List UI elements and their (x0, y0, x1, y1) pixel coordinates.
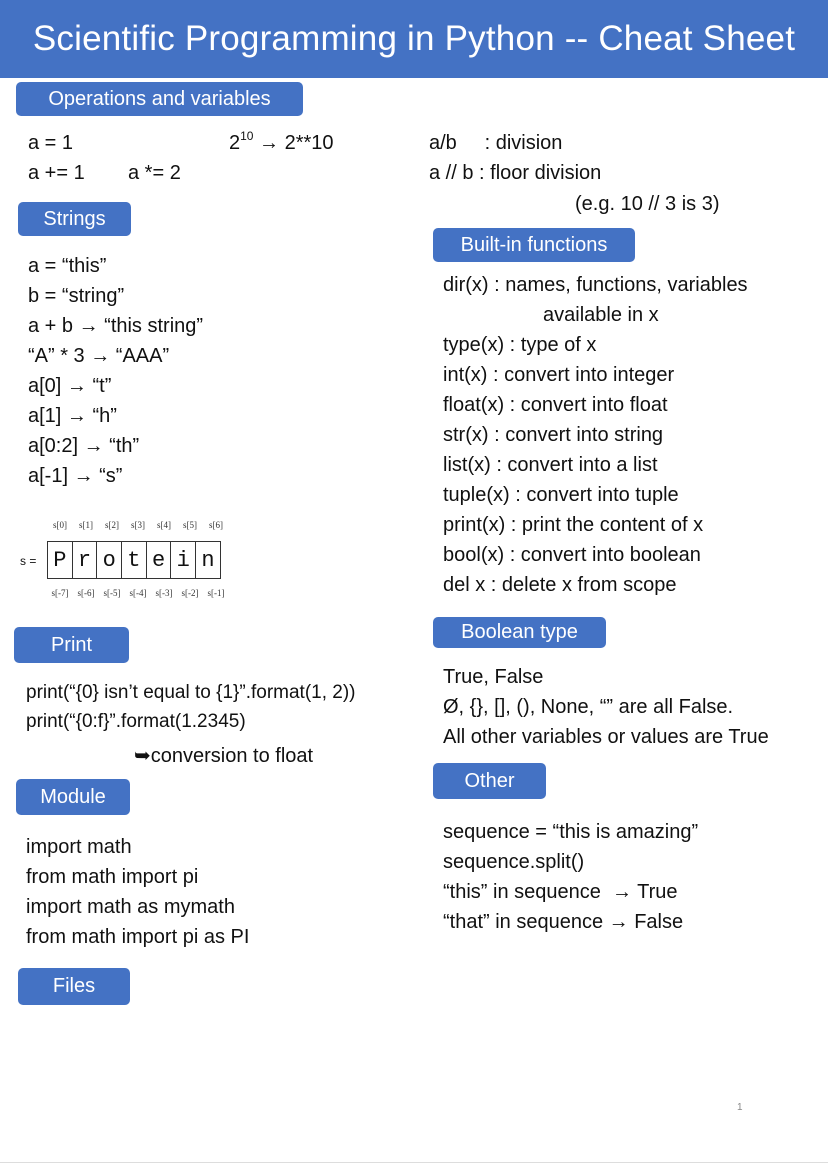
builtin-line: bool(x) : convert into boolean (443, 544, 701, 566)
letter-cell: i (170, 541, 196, 579)
letter-cell: n (195, 541, 221, 579)
other-line: “that” in sequence → False (443, 911, 684, 933)
index-label: s[6] (209, 520, 223, 530)
page-divider (0, 1162, 828, 1163)
index-label: s[-6] (77, 588, 95, 598)
boolean-line: All other variables or values are True (443, 726, 769, 748)
section-header-print: Print (14, 627, 129, 663)
floor-division-example: (e.g. 10 // 3 is 3) (575, 193, 720, 215)
builtin-line: list(x) : convert into a list (443, 454, 658, 476)
letter-cell: r (72, 541, 98, 579)
builtin-line: tuple(x) : convert into tuple (443, 484, 679, 506)
index-label: s[-2] (181, 588, 199, 598)
other-line: sequence = “this is amazing” (443, 821, 699, 843)
operations-line: a *= 2 (128, 162, 181, 184)
index-label: s[5] (183, 520, 197, 530)
section-header-other: Other (433, 763, 546, 799)
string-line: a[0] → “t” (28, 375, 112, 397)
string-line: b = “string” (28, 285, 125, 307)
page-number: 1 (737, 1102, 743, 1113)
builtin-line: float(x) : convert into float (443, 394, 668, 416)
letter-cell: o (96, 541, 122, 579)
module-line: import math (26, 836, 132, 858)
negative-index-row (47, 588, 229, 598)
floor-division-line: a // b : floor division (429, 162, 602, 184)
builtin-line: str(x) : convert into string (443, 424, 664, 446)
index-label: s[-5] (103, 588, 121, 598)
string-line: “A” * 3 → “AAA” (28, 345, 170, 367)
boolean-lines (443, 662, 769, 752)
index-label: s[3] (131, 520, 145, 530)
module-lines (26, 832, 249, 952)
page-title: Scientific Programming in Python -- Cheat Sheet (0, 0, 828, 78)
division-line: a/b : division (429, 132, 563, 154)
builtin-line: int(x) : convert into integer (443, 364, 675, 386)
letter-cell: e (146, 541, 172, 579)
section-header-files: Files (18, 968, 130, 1005)
operations-line: a = 1 (28, 132, 74, 154)
index-label: s[2] (105, 520, 119, 530)
string-line: a[0:2] → “th” (28, 435, 140, 457)
positive-index-row (47, 520, 229, 530)
letter-cell: t (121, 541, 147, 579)
print-line: print(“{0} isn’t equal to {1}”.format(1, 2)) (26, 682, 356, 703)
print-line: print(“{0:f}”.format(1.2345) (26, 711, 246, 732)
module-line: from math import pi as PI (26, 926, 250, 948)
string-line: a[-1] → “s” (28, 465, 123, 487)
index-label: s[4] (157, 520, 171, 530)
section-header-boolean: Boolean type (433, 617, 606, 648)
builtin-line: del x : delete x from scope (443, 574, 677, 596)
module-line: from math import pi (26, 866, 199, 888)
index-label: s[-4] (129, 588, 147, 598)
boolean-line: Ø, {}, [], (), None, “” are all False. (443, 696, 734, 718)
operations-line: a += 1 (28, 162, 85, 184)
print-note: ➥conversion to float (134, 745, 314, 767)
builtin-line: type(x) : type of x (443, 334, 597, 356)
index-label: s[-7] (51, 588, 69, 598)
string-line: a[1] → “h” (28, 405, 117, 427)
boolean-line: True, False (443, 666, 544, 688)
index-label: s[0] (53, 520, 67, 530)
builtin-line: dir(x) : names, functions, variables (443, 274, 748, 296)
builtins-lines (443, 270, 748, 600)
builtin-line: print(x) : print the content of x (443, 514, 704, 536)
strings-lines (28, 251, 203, 491)
section-header-builtins: Built-in functions (433, 228, 635, 262)
letter-cell: P (47, 541, 73, 579)
other-lines (443, 817, 698, 937)
protein-s-label: s = (20, 554, 37, 568)
builtin-line: available in x (543, 304, 659, 326)
power-example: $2^{10} \to 2**10$ (229, 129, 334, 154)
string-line: a + b → “this string” (28, 315, 204, 337)
string-line: a = “this” (28, 255, 107, 277)
section-header-module: Module (16, 779, 130, 815)
protein-string-boxes (48, 541, 221, 579)
index-label: s[-1] (207, 588, 225, 598)
other-line: “this” in sequence → True (443, 881, 678, 903)
module-line: import math as mymath (26, 896, 235, 918)
section-header-strings: Strings (18, 202, 131, 236)
index-label: s[-3] (155, 588, 173, 598)
index-label: s[1] (79, 520, 93, 530)
other-line: sequence.split() (443, 851, 585, 873)
section-header-operations: Operations and variables (16, 82, 303, 116)
